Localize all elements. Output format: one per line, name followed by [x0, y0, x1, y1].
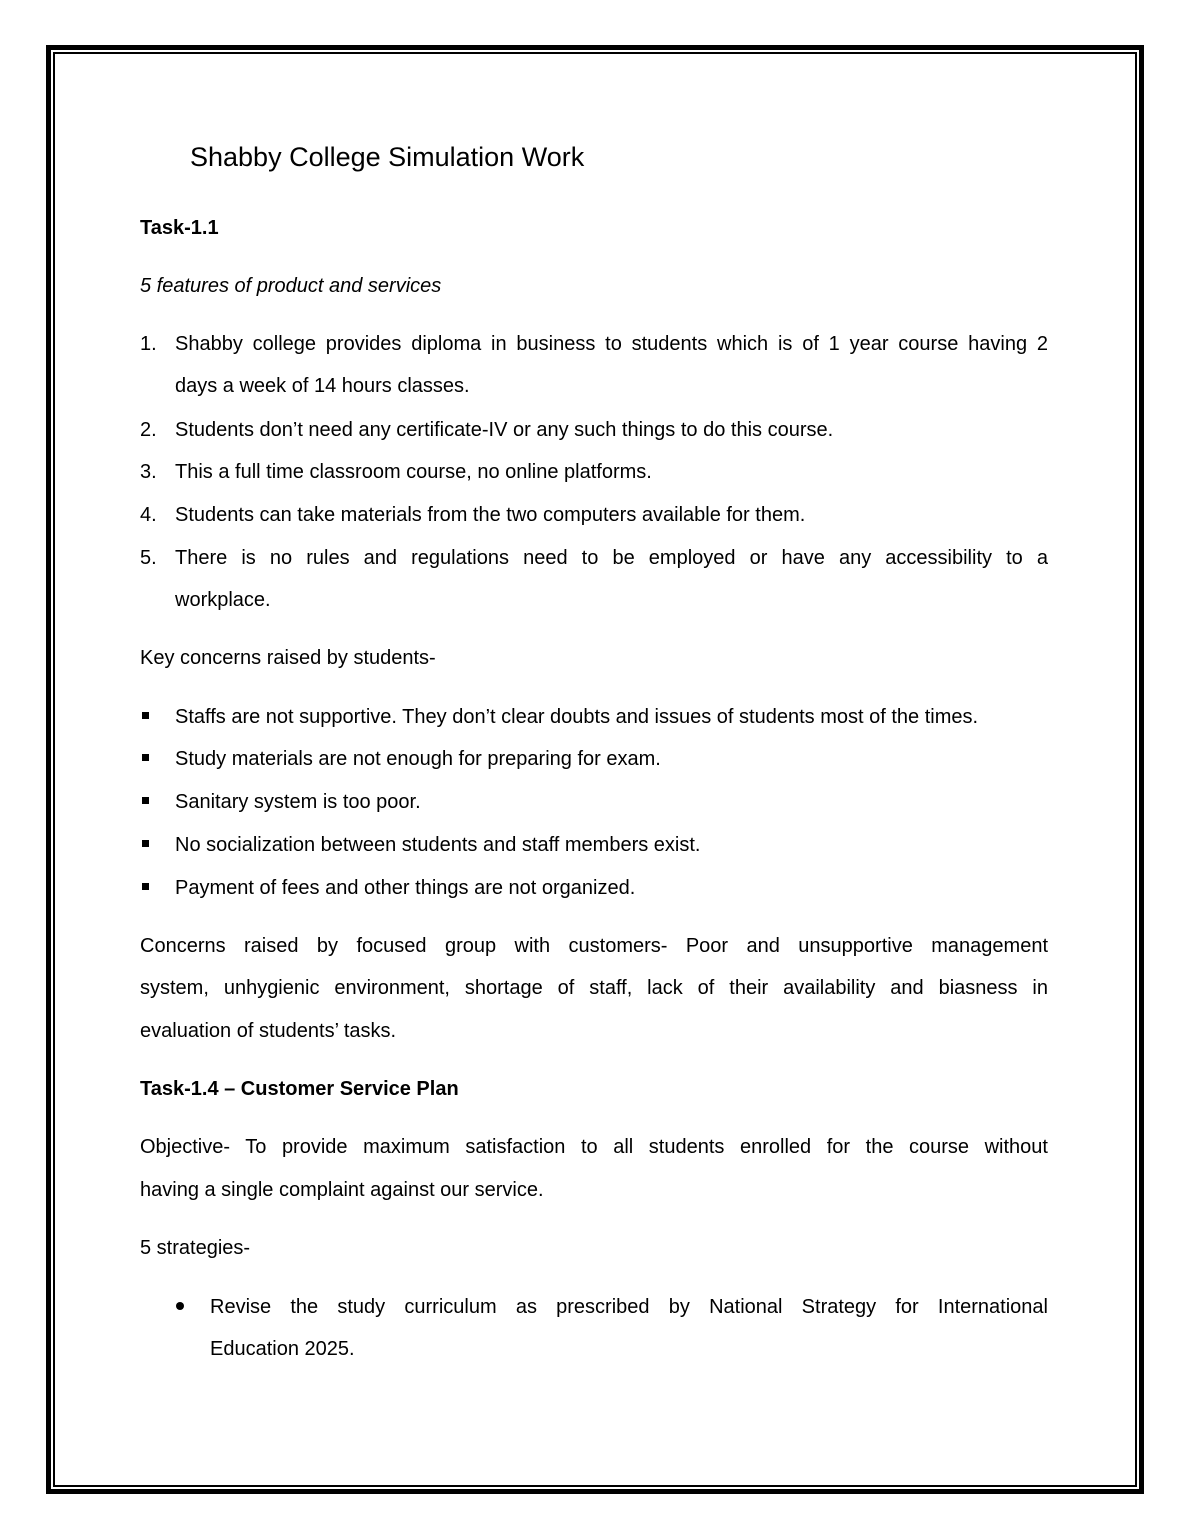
list-item-text: Shabby college provides diploma in business to students which is of 1 year course having 2: [175, 333, 1048, 355]
paragraph-line: Concerns raised by focused group with customers- Poor and unsupportive management: [140, 935, 1048, 957]
list-item-text: Students can take materials from the two computers available for them.: [175, 504, 806, 526]
paragraph-line: evaluation of students’ tasks.: [140, 1020, 397, 1042]
features-subheading: 5 features of product and services: [140, 275, 442, 297]
square-bullet-icon: [142, 754, 149, 761]
task-1-4-heading: Task-1.4 – Customer Service Plan: [140, 1078, 459, 1100]
round-bullet-icon: [176, 1302, 184, 1310]
strategies-heading: 5 strategies-: [140, 1237, 251, 1259]
square-bullet-icon: [142, 883, 149, 890]
list-number: 2.: [140, 419, 157, 441]
list-item-text: Revise the study curriculum as prescribed by National Strategy for International: [210, 1296, 1048, 1318]
concerns-heading: Key concerns raised by students-: [140, 647, 436, 669]
paragraph-line: having a single complaint against our service.: [140, 1179, 544, 1201]
square-bullet-icon: [142, 840, 149, 847]
list-number: 3.: [140, 461, 157, 483]
task-1-1-heading: Task-1.1: [140, 217, 219, 239]
list-number: 1.: [140, 333, 157, 355]
list-item-text-continued: days a week of 14 hours classes.: [175, 375, 470, 397]
square-bullet-icon: [142, 712, 149, 719]
list-number: 4.: [140, 504, 157, 526]
paragraph-line: Objective- To provide maximum satisfaction to all students enrolled for the course without: [140, 1136, 1048, 1158]
list-number: 5.: [140, 547, 157, 569]
list-item-text: No socialization between students and staff members exist.: [175, 834, 701, 856]
document-title: Shabby College Simulation Work: [190, 142, 585, 172]
paragraph-line: system, unhygienic environment, shortage of staff, lack of their availability and biasness in: [140, 977, 1048, 999]
list-item-text: Staffs are not supportive. They don’t clear doubts and issues of students most of the times.: [175, 706, 979, 728]
list-item-text: Payment of fees and other things are not organized.: [175, 877, 636, 899]
list-item-text: Sanitary system is too poor.: [175, 791, 421, 813]
list-item-text: Study materials are not enough for preparing for exam.: [175, 748, 661, 770]
list-item-text: Students don’t need any certificate-IV or any such things to do this course.: [175, 419, 834, 441]
list-item-text: There is no rules and regulations need to be employed or have any accessibility to a: [175, 547, 1048, 569]
list-item-text: This a full time classroom course, no online platforms.: [175, 461, 652, 483]
square-bullet-icon: [142, 797, 149, 804]
list-item-text-continued: workplace.: [175, 589, 271, 611]
list-item-text-continued: Education 2025.: [210, 1338, 355, 1360]
